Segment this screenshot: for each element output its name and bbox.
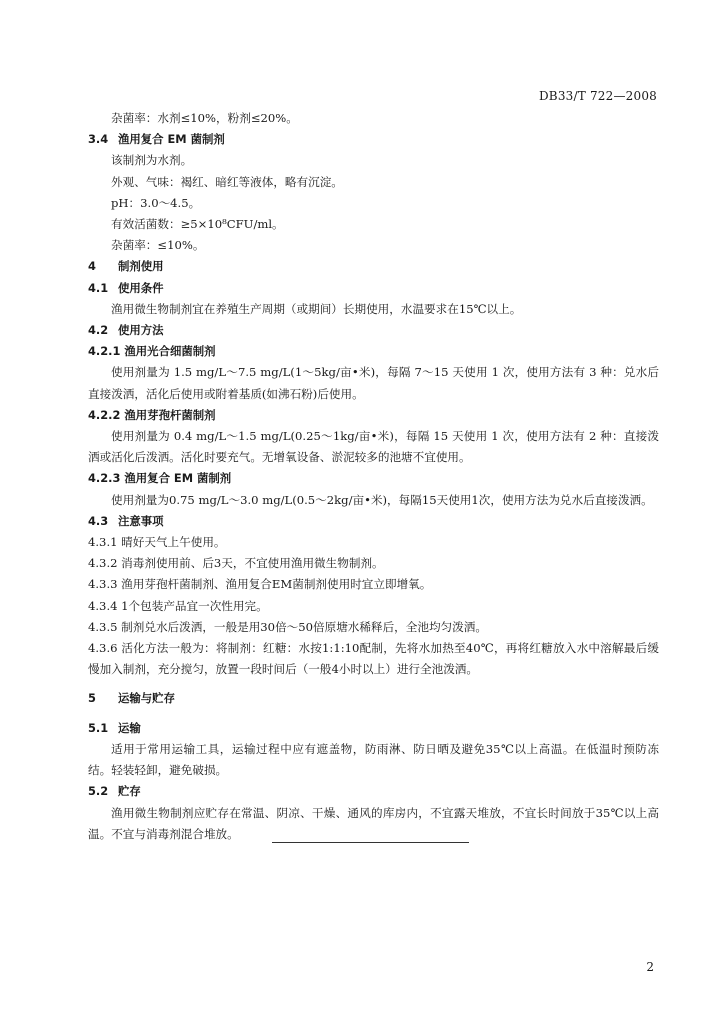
list-item: 4.3.6 活化方法一般为：将制剂：红糖：水按1:1:10配制，先将水加热至40℃，再将红糖放入水中溶解最后缓慢加入制剂，充分搅匀，放置一段时间后（一般4小时以上）进行全池泼洒。 xyxy=(88,641,659,677)
section-heading-4 xyxy=(88,256,659,277)
page-number: 2 xyxy=(646,960,654,974)
section-title: 制剂使用 xyxy=(118,259,164,274)
list-item: 4.3.2 消毒剂使用前、后3天，不宜使用渔用微生物制剂。 xyxy=(88,556,384,571)
text-line: 该制剂为水剂。 xyxy=(111,153,193,168)
text-line: 外观、气味：褐红、暗红等液体，略有沉淀。 xyxy=(111,174,343,189)
document-body xyxy=(88,108,659,845)
subsection-heading-4-2-2: 4.2.2 渔用芽孢杆菌制剂 xyxy=(88,407,216,422)
section-heading-5 xyxy=(88,688,659,709)
section-number: 5 xyxy=(88,691,96,706)
section-title: 贮存 xyxy=(118,784,141,799)
section-title: 渔用复合 EM 菌制剂 xyxy=(118,132,225,147)
section-title: 使用条件 xyxy=(118,280,164,295)
section-number: 4.3 xyxy=(88,513,109,528)
subsection-heading-4-2-1: 4.2.1 渔用光合细菌制剂 xyxy=(88,344,216,359)
section-heading-5-1 xyxy=(88,718,659,739)
subsection-heading-4-2-3: 4.2.3 渔用复合 EM 菌制剂 xyxy=(88,471,232,486)
text-line: 杂菌率：≤10%。 xyxy=(111,238,205,253)
section-title: 运输 xyxy=(118,720,141,735)
end-rule-divider xyxy=(272,842,469,843)
paragraph: 使用剂量为 1.5 mg/L～7.5 mg/L(1～5kg/亩•米)，每隔 7～15 天使用 1 次，使用方法有 3 种：兑水后直接泼洒，活化后使用或附着基质(如沸石粉)后使用。 xyxy=(88,365,659,401)
section-heading-4-3 xyxy=(88,511,659,532)
section-title: 使用方法 xyxy=(118,323,164,338)
list-item: 4.3.3 渔用芽孢杆菌制剂、渔用复合EM菌制剂使用时宜立即增氧。 xyxy=(88,577,432,592)
section-number: 4 xyxy=(88,259,96,274)
section-heading-5-2 xyxy=(88,781,659,802)
list-item: 4.3.5 制剂兑水后泼洒，一般是用30倍～50倍原塘水稀释后，全池均匀泼洒。 xyxy=(88,619,487,634)
section-number: 5.2 xyxy=(88,784,109,799)
text-line: 有效活菌数：≥5×10⁸CFU/ml。 xyxy=(111,217,284,232)
section-number: 5.1 xyxy=(88,720,109,735)
paragraph: 使用剂量为0.75 mg/L～3.0 mg/L(0.5～2kg/亩•米)，每隔15天使用1次，使用方法为兑水后直接泼洒。 xyxy=(111,492,653,507)
section-title: 运输与贮存 xyxy=(118,691,175,706)
section-number: 4.2 xyxy=(88,323,109,338)
text-line: pH：3.0～4.5。 xyxy=(111,195,201,210)
text-line: 杂菌率：水剂≤10%，粉剂≤20%。 xyxy=(111,111,298,125)
list-item: 4.3.4 1个包装产品宜一次性用完。 xyxy=(88,598,268,613)
text-line: 渔用微生物制剂宜在养殖生产周期（或期间）长期使用，水温要求在15℃以上。 xyxy=(111,301,522,316)
section-heading-3-4 xyxy=(88,129,659,150)
section-number: 3.4 xyxy=(88,132,109,147)
document-code: DB33/T 722—2008 xyxy=(538,89,657,103)
section-heading-4-1 xyxy=(88,278,659,299)
paragraph: 适用于常用运输工具，运输过程中应有遮盖物，防雨淋、防日晒及避免35℃以上高温。在低温时预防冻结。轻装轻卸，避免破损。 xyxy=(88,741,659,778)
section-number: 4.1 xyxy=(88,280,109,295)
section-heading-4-2 xyxy=(88,320,659,341)
section-title: 注意事项 xyxy=(118,513,164,528)
paragraph: 使用剂量为 0.4 mg/L～1.5 mg/L(0.25～1kg/亩•米)，每隔 15 天使用 1 次，使用方法有 2 种：直接泼洒或活化后泼洒。活化时要充气。无增氧设备、淤泥较多的池塘不宜使用。 xyxy=(88,429,659,465)
paragraph: 渔用微生物制剂应贮存在常温、阴凉、干燥、通风的库房内，不宜露天堆放，不宜长时间放于35℃以上高温。不宜与消毒剂混合堆放。 xyxy=(88,805,659,841)
list-item: 4.3.1 晴好天气上午使用。 xyxy=(88,535,226,550)
